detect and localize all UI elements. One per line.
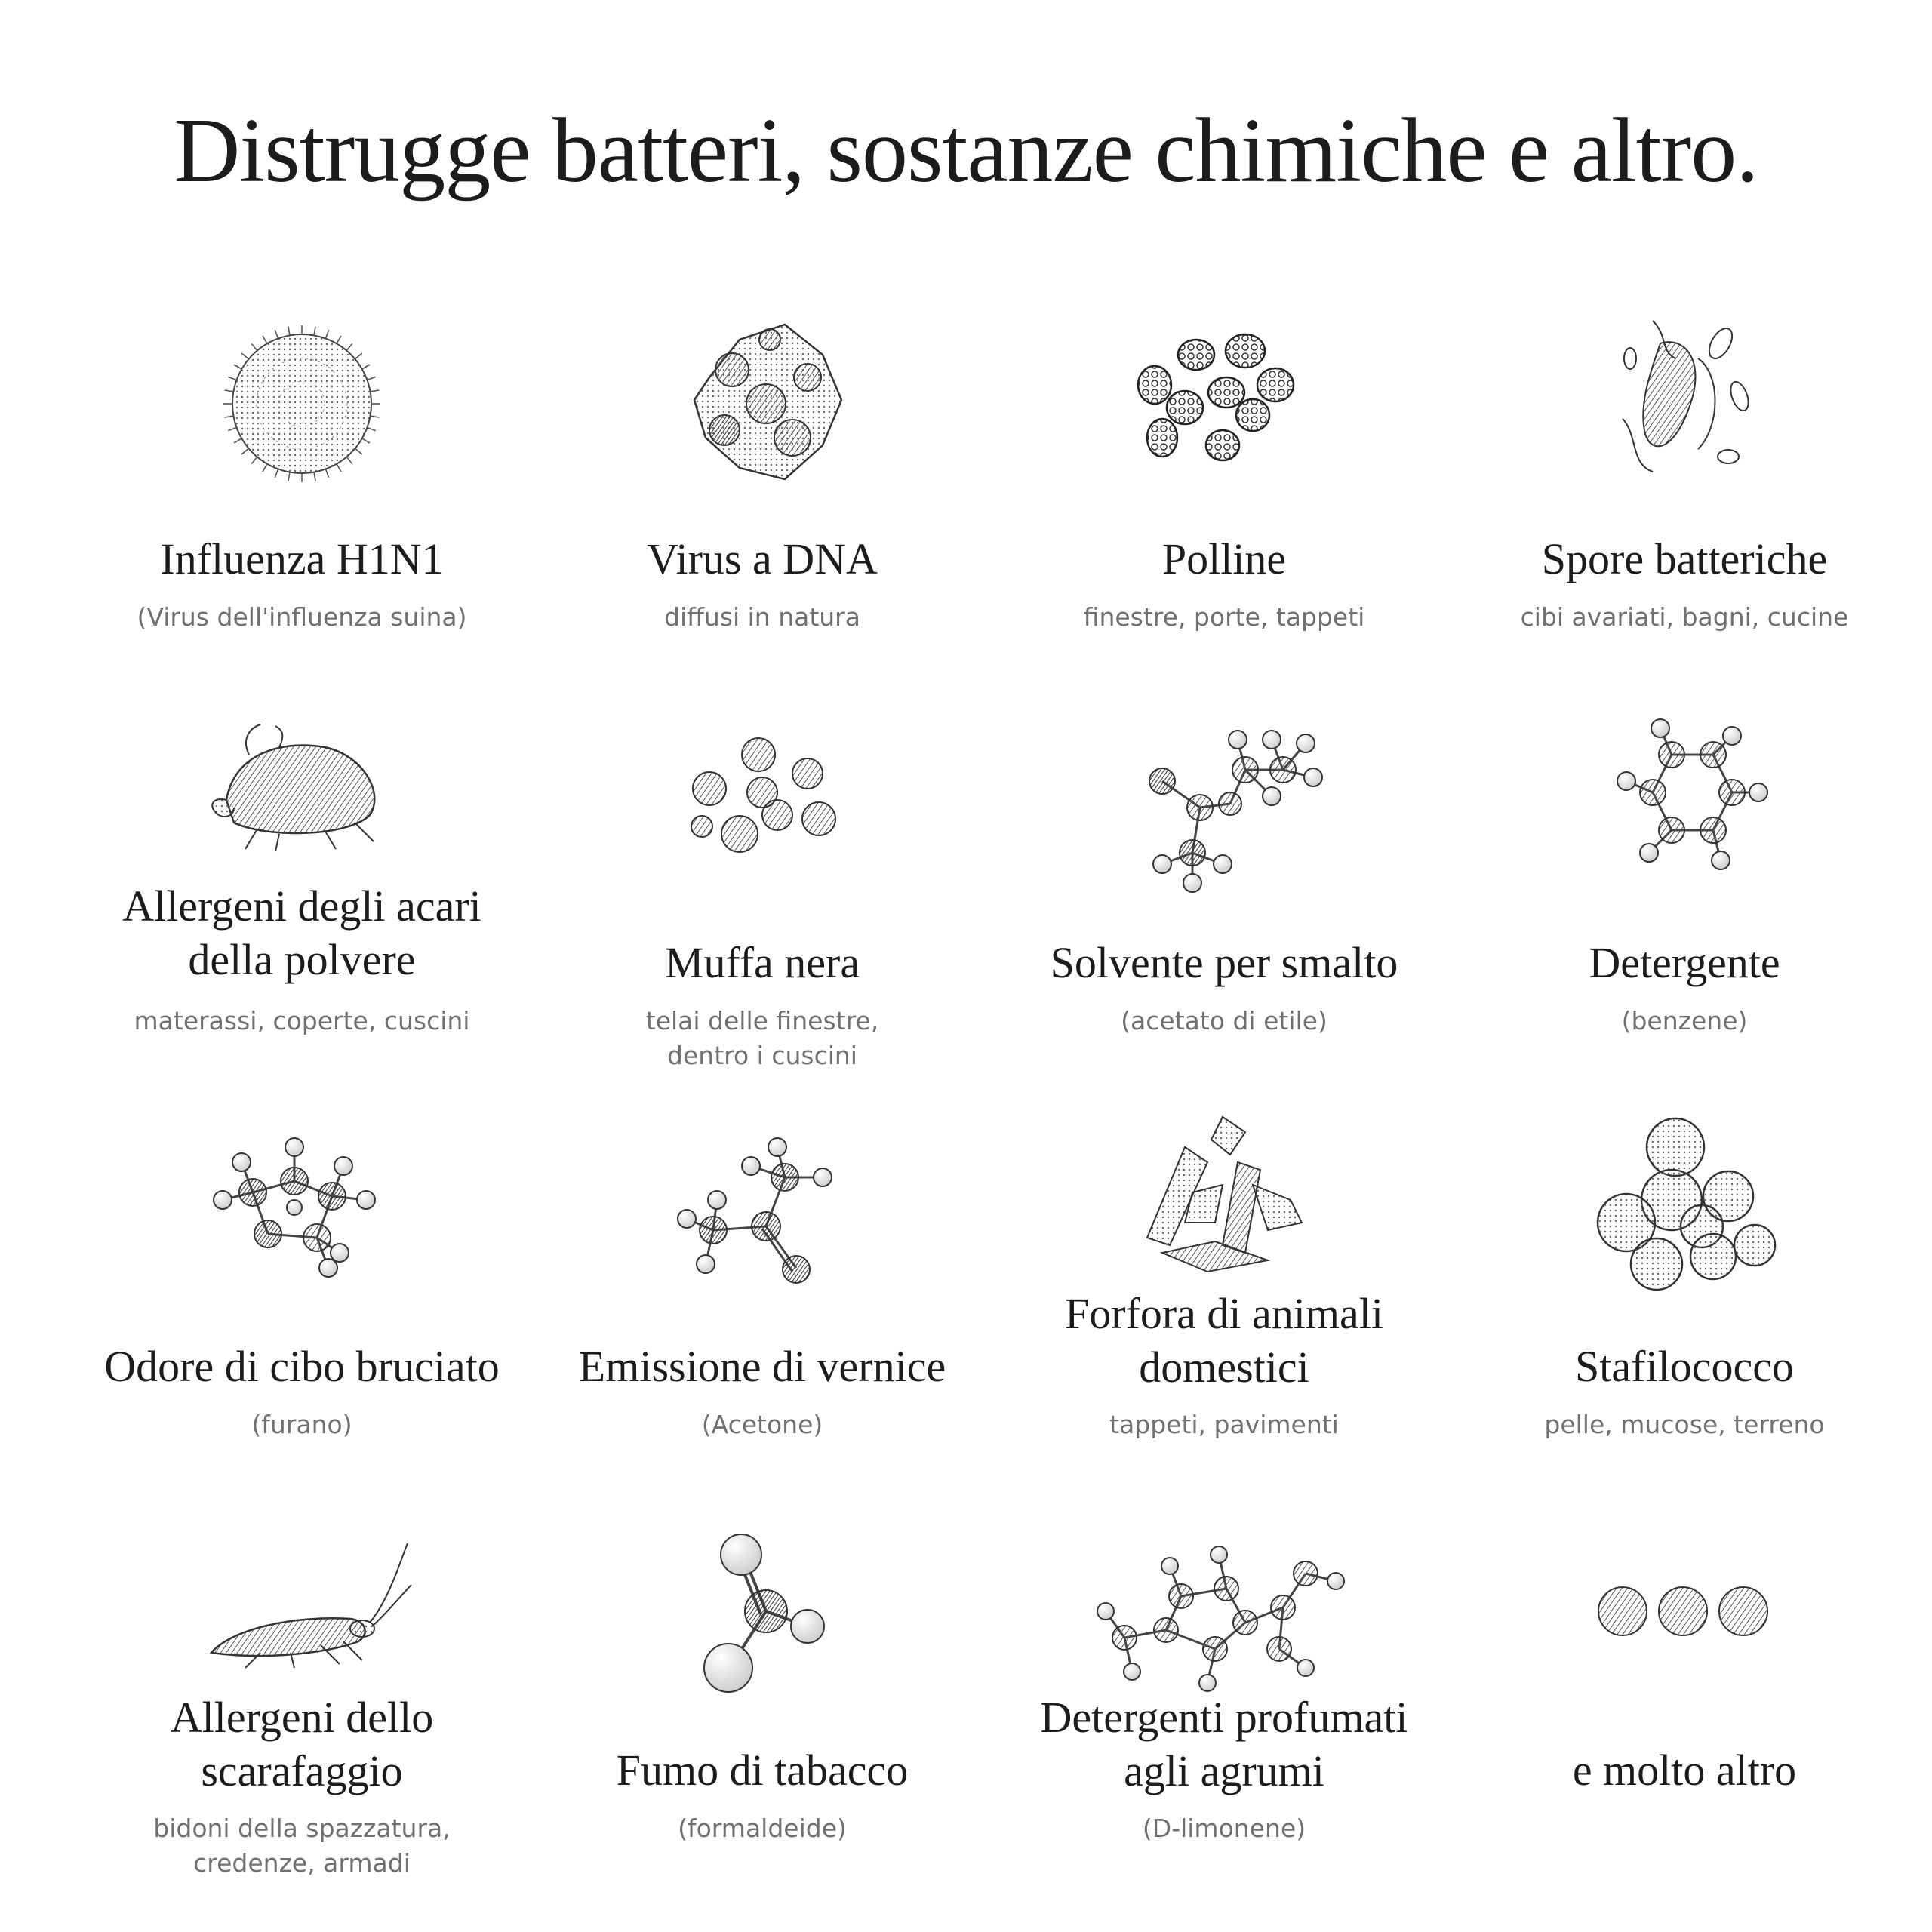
item-label: Influenza H1N1 bbox=[160, 534, 444, 583]
item-subtitle: cibi avariati, bagni, cucine bbox=[1520, 602, 1849, 632]
item-label: e molto altro bbox=[1572, 1746, 1797, 1795]
item-subtitle: tappeti, pavimenti bbox=[1109, 1410, 1339, 1439]
item-label: Virus a DNA bbox=[647, 534, 878, 583]
item-subtitle: diffusi in natura bbox=[664, 602, 860, 632]
item-label: Spore batteriche bbox=[1541, 534, 1828, 583]
item-subtitle: (D-limonene) bbox=[1142, 1814, 1306, 1843]
formaldehyde-molecule-icon bbox=[694, 1524, 838, 1698]
item-subtitle: pelle, mucose, terreno bbox=[1544, 1410, 1825, 1439]
item-label: Detergente bbox=[1589, 938, 1780, 987]
item-subtitle: materassi, coperte, cuscini bbox=[134, 1006, 470, 1035]
item-label: Solvente per smalto bbox=[1050, 938, 1398, 987]
pollen-icon bbox=[1132, 325, 1321, 468]
item-label: Fumo di tabacco bbox=[616, 1746, 909, 1795]
item-label: Odore di cibo bruciato bbox=[104, 1342, 500, 1391]
item-label: Forfora di animali domestici bbox=[1064, 1289, 1383, 1392]
bacterial-spores-icon bbox=[1607, 313, 1758, 483]
page-title: Distrugge batteri, sostanze chimiche e altro. bbox=[174, 100, 1758, 202]
item-subtitle: (furano) bbox=[251, 1410, 352, 1439]
black-mold-icon bbox=[679, 732, 853, 860]
cockroach-icon bbox=[200, 1540, 411, 1668]
benzene-molecule-icon bbox=[1607, 713, 1774, 883]
item-subtitle: (benzene) bbox=[1621, 1006, 1748, 1035]
dust-mite-icon bbox=[204, 724, 385, 853]
item-subtitle: bidoni della spazzatura, credenze, armadi bbox=[153, 1814, 451, 1878]
item-label: Muffa nera bbox=[664, 938, 860, 987]
virus-sphere-icon bbox=[219, 321, 385, 487]
item-label: Polline bbox=[1161, 534, 1287, 583]
item-subtitle: (acetato di etile) bbox=[1121, 1006, 1327, 1035]
furan-molecule-icon bbox=[204, 1128, 385, 1287]
item-subtitle: finestre, porte, tappeti bbox=[1083, 602, 1365, 632]
dna-virus-icon bbox=[679, 309, 860, 491]
staphylococcus-icon bbox=[1592, 1113, 1774, 1294]
item-subtitle: (Acetone) bbox=[701, 1410, 823, 1439]
item-label: Emissione di vernice bbox=[578, 1342, 946, 1391]
pet-dander-icon bbox=[1140, 1109, 1313, 1283]
limonene-molecule-icon bbox=[1094, 1536, 1351, 1702]
item-label: Detergenti profumati agli agrumi bbox=[1040, 1693, 1408, 1795]
acetone-molecule-icon bbox=[672, 1132, 853, 1294]
item-label: Allergeni degli acari della polvere bbox=[122, 881, 481, 984]
item-subtitle: telai delle finestre, dentro i cuscini bbox=[645, 1006, 879, 1070]
item-label: Stafilococco bbox=[1575, 1342, 1794, 1391]
ethyl-acetate-molecule-icon bbox=[1132, 721, 1328, 894]
item-label: Allergeni dello scarafaggio bbox=[170, 1693, 434, 1795]
item-subtitle: (formaldeide) bbox=[678, 1814, 847, 1843]
more-dots-icon bbox=[1596, 1585, 1770, 1638]
item-subtitle: (Virus dell'influenza suina) bbox=[137, 602, 467, 632]
